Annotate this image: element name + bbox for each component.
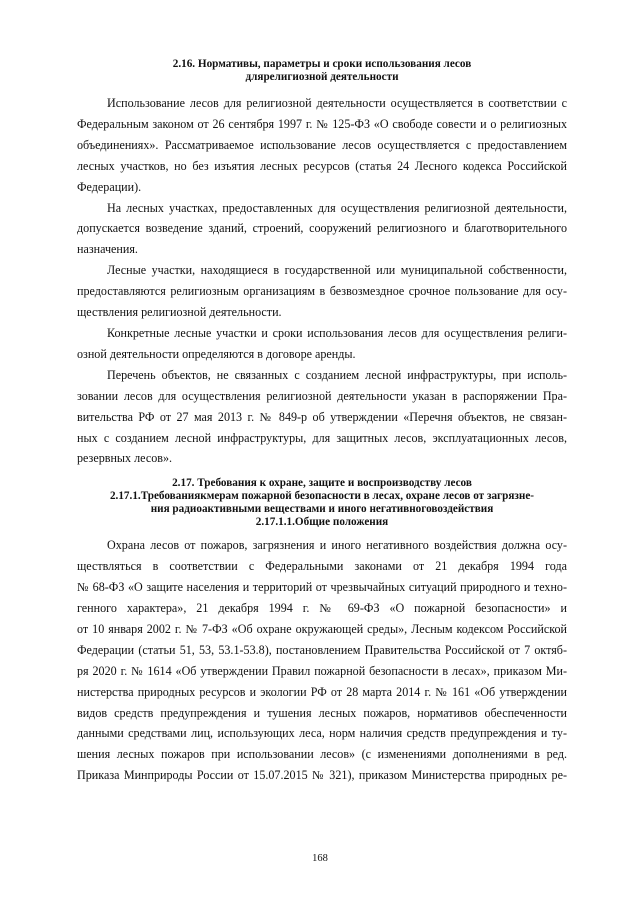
section-2-16-title-line-2: длярелигиозной деятельности [245,71,399,83]
paragraph [77,535,567,786]
text-line: вительства РФ от 27 мая 2013 г. № 849-р об утверждении «Перечня объектов, не связан- [77,409,567,424]
text-line: На лесных участках, предоставленных для осуществления религиозной деятельности, [107,200,567,215]
text-line: № 68-ФЗ «О защите населения и территорий от чрезвычайных ситуаций природного и техно- [77,580,567,595]
text-line: данными средствами лиц, использующих леса, норм наличия средств предупреждения и ту- [77,726,567,741]
paragraph [77,198,567,261]
section-2-17-1-1-title: 2.17.1.1.Общие положения [255,516,389,529]
section-2-17-1-title-line-1: 2.17.1.Требованиякмерам пожарной безопасности в лесах, охране лесов от загрязне- [109,490,535,503]
text-line: объединениях». Рассматриваемое использование лесов осуществляется с предоставлением [77,137,567,152]
text-line: резервных лесов». [77,451,173,466]
text-line: назначения. [77,242,138,257]
section-2-16-title-line-1: 2.16. Нормативы, параметры и сроки использования лесов [172,58,472,70]
text-line: Лесные участки, находящиеся в государственной или муниципальной собственности, [107,263,567,278]
text-line: Использование лесов для религиозной деятельности осуществляется в соответствии с [107,96,567,110]
text-line: Федеральным законом от 26 сентября 1997 г. № 125-ФЗ «О свободе совести и о религиозных [77,116,567,131]
text-line: ществляться в соответствии с Федеральными законами от 21 декабря 1994 года [77,559,567,574]
text-line: ря 2020 г. № 1614 «Об утверждении Правил пожарной безопасности в лесах», приказом Ми- [77,663,567,678]
text-line: лесных участков, но без изъятия лесных ресурсов (статья 24 Лесного кодекса Российской [77,158,567,173]
section-2-17-1-title-line-2: ния радиоактивными веществами и иного негативноговоздействия [150,503,494,516]
paragraph [77,323,567,365]
text-line: от 10 января 2002 г. № 7-ФЗ «Об охране окружающей среды», Лесным кодексом Российской [77,621,567,636]
text-line: Охрана лесов от пожаров, загрязнения и иного негативного воздействия должна осу- [107,538,567,553]
paragraph [77,365,567,470]
paragraph [77,93,567,198]
text-line: предоставляются религиозным организациям в безвозмездное срочное пользование для осу- [77,284,567,299]
text-line: Федерации (статьи 51, 53, 53.1-53.8), постановлением Правительства Российской от 7 октяб- [77,642,567,657]
text-line: нистерства природных ресурсов и экологии РФ от 28 марта 2014 г. № 161 «Об утверждении [77,684,567,699]
paragraph [77,260,567,323]
text-line: видов средств предупреждения и тушения лесных пожаров, нормативов обеспеченности [77,705,567,720]
text-line: допускается возведение зданий, строений, сооружений религиозного и благотворительного [77,221,567,236]
section-2-16-body [77,93,567,469]
text-line: шения лесных пожаров при использовании лесов» (с изменениями дополнениями в ред. [77,747,567,762]
text-line: Федерации). [77,179,142,194]
text-line: Конкретные лесные участки и сроки использования лесов для осуществления религи- [107,325,567,340]
text-line: зовании лесов для осуществления религиозной деятельности указан в распоряжении Пра- [77,388,567,403]
text-line: Перечень объектов, не связанных с созданием лесной инфраструктуры, при исполь- [107,367,567,382]
section-2-17-title: 2.17. Требования к охране, защите и воспроизводству лесов [172,477,472,490]
text-line: ных с созданием лесной инфраструктуры, для защитных лесов, эксплуатационных лесов, [77,430,567,445]
text-line: Приказа Минприроды России от 15.07.2015 № 321), приказом Министерства природных ре- [77,768,567,783]
text-line: озной деятельности определяются в договоре аренды. [77,346,356,361]
document-page [77,58,567,898]
page-number: 168 [312,853,328,864]
text-line: генного характера», 21 декабря 1994 г. № 69-ФЗ «О пожарной безопасности» и [77,601,567,616]
text-line: ществления религиозной деятельности. [77,305,282,320]
